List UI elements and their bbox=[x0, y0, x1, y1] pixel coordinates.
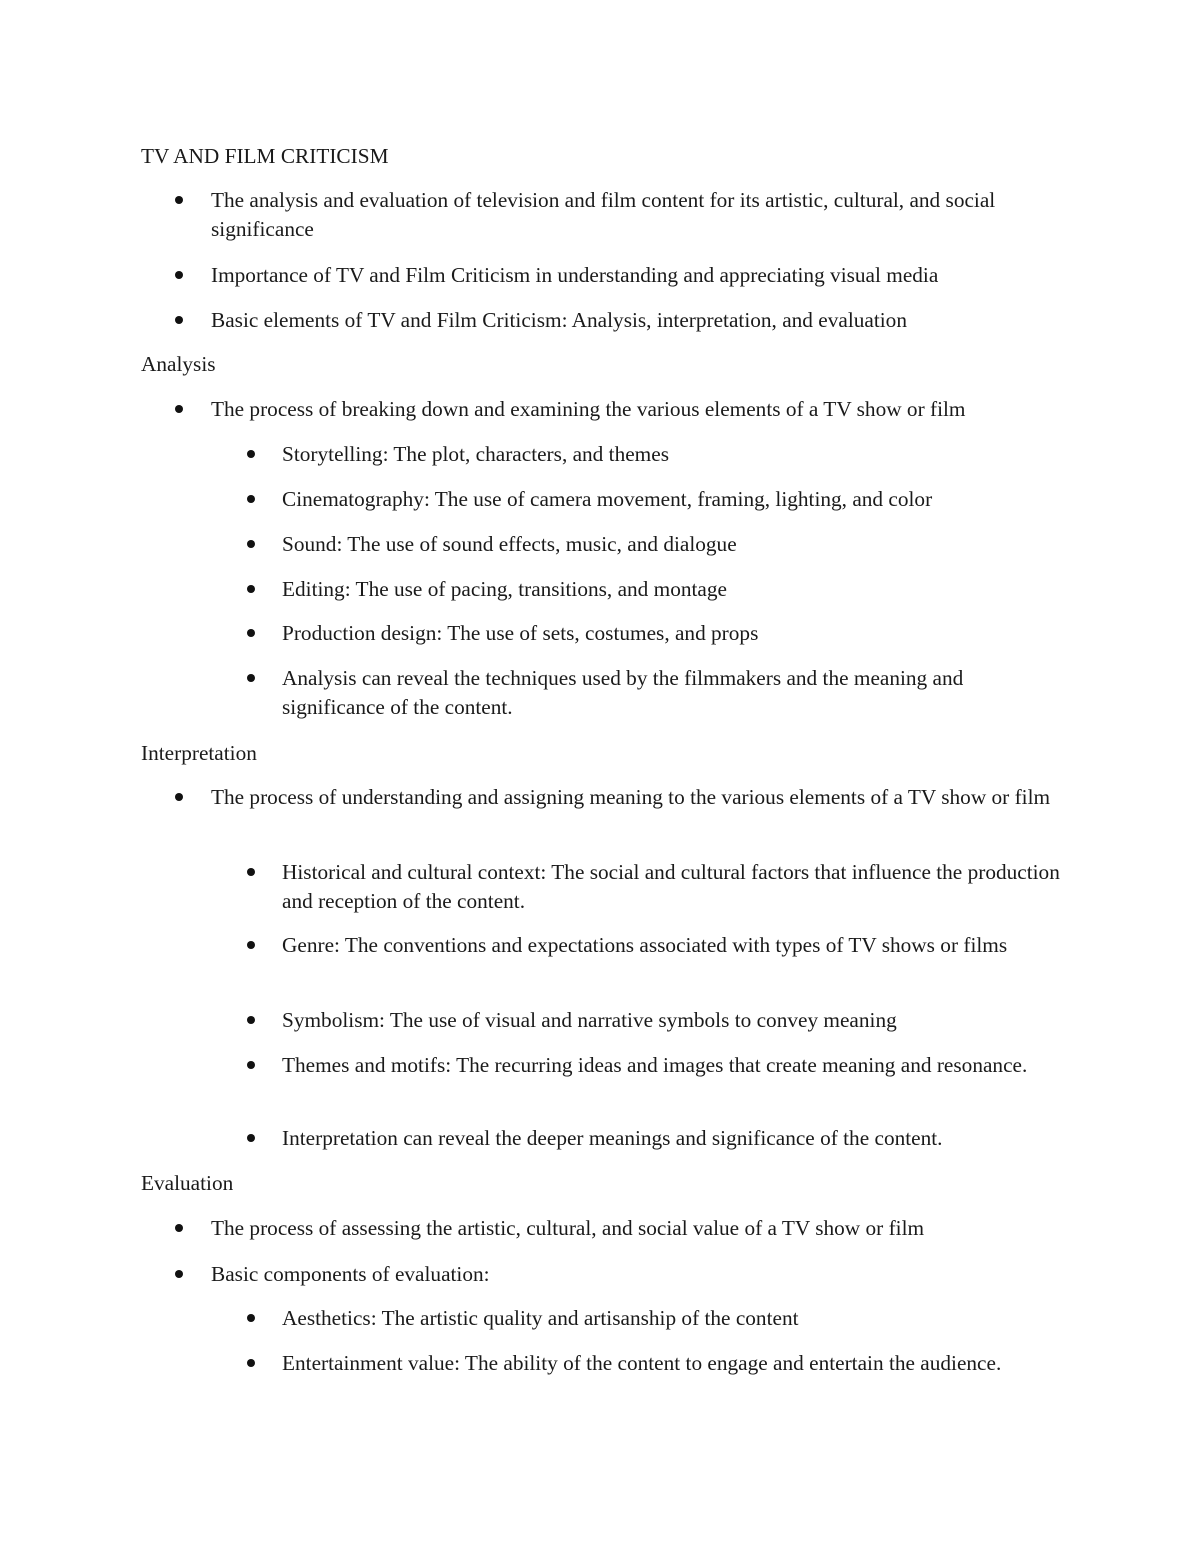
interpretation-point-themes: Themes and motifs: The recurring ideas and images that create meaning and resonance. bbox=[282, 1051, 1062, 1080]
interpretation-point-summary: Interpretation can reveal the deeper meanings and significance of the content. bbox=[282, 1124, 1062, 1153]
evaluation-main-bullet: The process of assessing the artistic, cultural, and social value of a TV show or film bbox=[211, 1214, 1061, 1243]
intro-bullet-definition: The analysis and evaluation of television and film content for its artistic, cultural, and social significance bbox=[211, 186, 1061, 244]
analysis-point-storytelling: Storytelling: The plot, characters, and themes bbox=[282, 440, 1062, 469]
interpretation-heading: Interpretation bbox=[141, 741, 257, 765]
analysis-main-bullet: The process of breaking down and examining the various elements of a TV show or film bbox=[211, 395, 1061, 424]
document-title: TV AND FILM CRITICISM bbox=[141, 144, 389, 168]
evaluation-point-entertainment: Entertainment value: The ability of the content to engage and entertain the audience. bbox=[282, 1349, 1062, 1378]
interpretation-point-context: Historical and cultural context: The social and cultural factors that influence the production and reception of the content. bbox=[282, 858, 1062, 916]
analysis-point-cinematography: Cinematography: The use of camera movement, framing, lighting, and color bbox=[282, 485, 1062, 514]
interpretation-point-symbolism: Symbolism: The use of visual and narrative symbols to convey meaning bbox=[282, 1006, 1062, 1035]
interpretation-point-genre: Genre: The conventions and expectations associated with types of TV shows or films bbox=[282, 931, 1062, 960]
evaluation-point-aesthetics: Aesthetics: The artistic quality and artisanship of the content bbox=[282, 1304, 1062, 1333]
analysis-point-sound: Sound: The use of sound effects, music, and dialogue bbox=[282, 530, 1062, 559]
evaluation-components-label: Basic components of evaluation: bbox=[211, 1260, 1061, 1289]
intro-bullet-elements: Basic elements of TV and Film Criticism: Analysis, interpretation, and evaluation bbox=[211, 306, 1061, 335]
analysis-heading: Analysis bbox=[141, 352, 216, 376]
analysis-point-production-design: Production design: The use of sets, costumes, and props bbox=[282, 619, 1062, 648]
evaluation-heading: Evaluation bbox=[141, 1171, 234, 1195]
interpretation-main-bullet: The process of understanding and assigning meaning to the various elements of a TV show or film bbox=[211, 783, 1061, 812]
analysis-point-editing: Editing: The use of pacing, transitions, and montage bbox=[282, 575, 1062, 604]
analysis-point-summary: Analysis can reveal the techniques used by the filmmakers and the meaning and significance of the content. bbox=[282, 664, 1062, 722]
intro-bullet-importance: Importance of TV and Film Criticism in understanding and appreciating visual media bbox=[211, 261, 1061, 290]
